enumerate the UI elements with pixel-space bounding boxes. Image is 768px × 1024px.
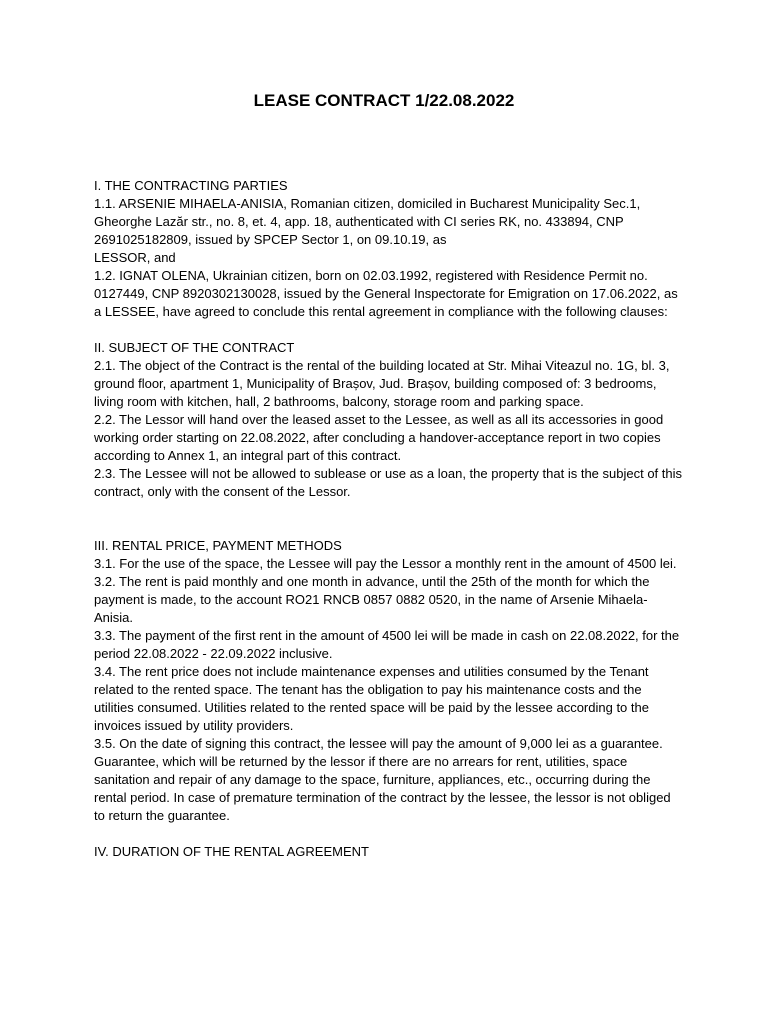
clause-3-1: 3.1. For the use of the space, the Lessee will pay the Lessor a monthly rent in the amount of 4500 lei. <box>94 556 677 571</box>
section-heading: I. THE CONTRACTING PARTIES <box>94 178 288 193</box>
clause-2-3: 2.3. The Lessee will not be allowed to sublease or use as a loan, the property that is the subject of this contract, only with the consent of the Lessor. <box>94 466 683 499</box>
spacer <box>94 321 684 339</box>
spacer <box>94 501 684 537</box>
clause-2-2: 2.2. The Lessor will hand over the leased asset to the Lessee, as well as all its accessories in good working order starting on 22.08.2022, after concluding a handover-acceptance report in two copies according to Annex 1, an integral part of this contract. <box>94 412 664 463</box>
document-title: LEASE CONTRACT 1/22.08.2022 <box>253 91 515 110</box>
section-heading: IV. DURATION OF THE RENTAL AGREEMENT <box>94 844 369 859</box>
section-contracting-parties <box>94 177 684 321</box>
clause-3-4: 3.4. The rent price does not include maintenance expenses and utilities consumed by the Tenant related to the rented space. The tenant has the obligation to pay his maintenance costs and the utilities consumed. Utilities related to the rented space will be paid by the lessee according to the invoices issued by utility providers. <box>94 664 649 733</box>
clause-1-2: 1.2. IGNAT OLENA, Ukrainian citizen, born on 02.03.1992, registered with Residence Permit no. 0127449, CNP 8920302130028, issued by the General Inspectorate for Emigration on 17.06.2022, as a LESSEE, have agreed to conclude this rental agreement in compliance with the following clauses: <box>94 268 678 319</box>
section-duration <box>94 843 684 861</box>
clause-1-1: 1.1. ARSENIE MIHAELA-ANISIA, Romanian citizen, domiciled in Bucharest Municipality Sec.1, Gheorghe Lazăr str., no. 8, et. 4, app. 18, authenticated with CI series RK, no. 433894, CNP 2691025182809, issued by SPCEP Sector 1, on 09.10.19, as <box>94 196 641 247</box>
section-heading: III. RENTAL PRICE, PAYMENT METHODS <box>94 538 342 553</box>
document-body <box>94 177 684 861</box>
section-heading: II. SUBJECT OF THE CONTRACT <box>94 340 295 355</box>
clause-3-3: 3.3. The payment of the first rent in the amount of 4500 lei will be made in cash on 22.08.2022, for the period 22.08.2022 - 22.09.2022 inclusive. <box>94 628 680 661</box>
clause-3-5: 3.5. On the date of signing this contract, the lessee will pay the amount of 9,000 lei as a guarantee. Guarantee, which will be returned by the lessor if there are no arrears for rent, utilities, space sanitation and repair of any damage to the space, furniture, appliances, etc., occurring during the rental period. In case of premature termination of the contract by the lessee, the lessor is not obliged to return the guarantee. <box>94 736 671 823</box>
section-rental-price <box>94 537 684 825</box>
spacer <box>94 825 684 843</box>
clause-2-1: 2.1. The object of the Contract is the rental of the building located at Str. Mihai Viteazul no. 1G, bl. 3, ground floor, apartment 1, Municipality of Brașov, Jud. Brașov, building composed of: 3 bedrooms, living room with kitchen, hall, 2 bathrooms, balcony, storage room and parking space. <box>94 358 670 409</box>
clause-lessor-label: LESSOR, and <box>94 250 176 265</box>
clause-3-2: 3.2. The rent is paid monthly and one month in advance, until the 25th of the month for which the payment is made, to the account RO21 RNCB 0857 0882 0520, in the name of Arsenie Mihaela-Anisia. <box>94 574 650 625</box>
section-subject <box>94 339 684 501</box>
